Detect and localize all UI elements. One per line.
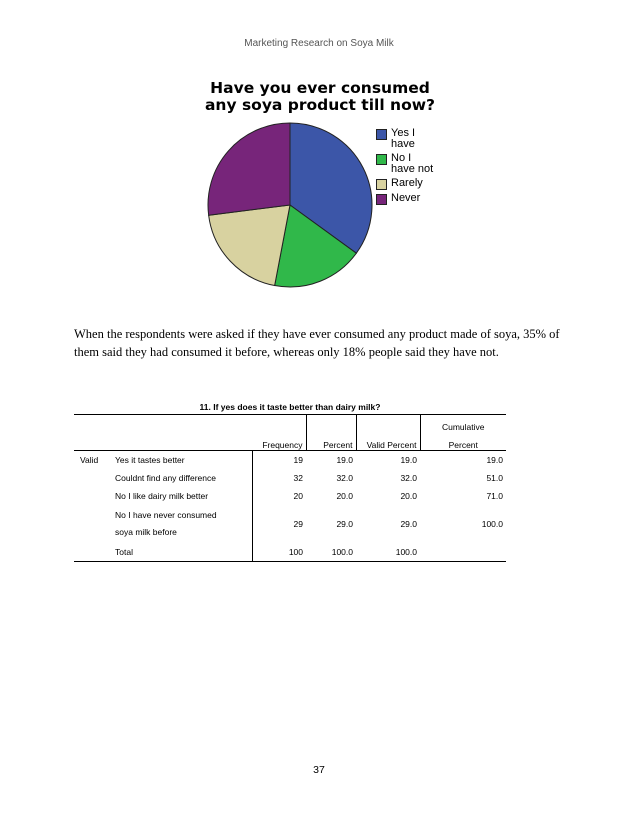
- group-blank: [74, 543, 112, 562]
- group-label: Valid: [80, 455, 99, 465]
- cell-valid-percent: 29.0: [400, 518, 417, 529]
- legend-label-no-1: No I: [391, 152, 412, 164]
- table-row: [74, 469, 506, 487]
- cell-valid-percent: 20.0: [400, 491, 417, 501]
- legend-item-rarely: [376, 178, 443, 190]
- legend-swatch-yes: [376, 129, 387, 140]
- cell-frequency: 32: [252, 469, 306, 487]
- legend-swatch-rarely: [376, 179, 387, 190]
- header-cumulative-2: Percent: [448, 440, 478, 450]
- header-cumulative: [420, 415, 506, 451]
- cell-cumulative: 71.0: [486, 491, 503, 501]
- chart-title-line-2: any soya product till now?: [204, 96, 436, 114]
- group-blank: [74, 487, 112, 505]
- body-paragraph: When the respondents were asked if they have ever consumed any product made of soya, 35% of them said they had consumed it before, whereas only 18% people said they have not.: [74, 327, 560, 359]
- legend-label-rarely: Rarely: [391, 177, 423, 189]
- cell-cumulative: [420, 543, 506, 562]
- legend-label-never: Never: [391, 192, 421, 204]
- legend-swatch-never: [376, 194, 387, 205]
- cell-frequency: 19: [252, 451, 306, 470]
- table-row: [74, 505, 506, 543]
- row-label: Yes it tastes better: [115, 455, 185, 465]
- cell-percent: 32.0: [336, 473, 353, 483]
- legend-item-yes: [376, 128, 443, 150]
- legend-label-yes-2: have: [391, 138, 415, 150]
- cell-percent: 20.0: [336, 491, 353, 501]
- table-row-total: [74, 543, 506, 562]
- row-label: Couldnt find any difference: [115, 473, 216, 483]
- legend-label-yes: [391, 128, 443, 150]
- page-number: 37: [313, 764, 325, 776]
- cell-percent: 19.0: [336, 455, 353, 465]
- legend-item-never: [376, 193, 443, 205]
- row-label-line-1: No I have never consumed: [115, 510, 217, 520]
- cell-frequency: 100: [252, 543, 306, 562]
- table-title: 11. If yes does it taste better than dairy milk?: [199, 402, 381, 412]
- cell-percent: 100.0: [306, 543, 356, 562]
- table-header-row: [74, 415, 506, 451]
- header-blank-1: [74, 415, 112, 451]
- cell-valid-percent: 32.0: [400, 473, 417, 483]
- legend-item-no: [376, 153, 443, 175]
- pie-chart: [200, 80, 440, 300]
- chart-title-line-1: Have you ever consumed: [210, 79, 430, 97]
- cell-valid-percent: 19.0: [400, 455, 417, 465]
- legend-swatch-no: [376, 154, 387, 165]
- row-label: [112, 505, 252, 543]
- group-blank: [74, 505, 112, 543]
- legend-label-no-2: have not: [391, 163, 434, 175]
- frequency-table: [74, 414, 506, 562]
- header-valid-percent: Valid Percent: [356, 415, 420, 451]
- header-frequency: Frequency: [252, 415, 306, 451]
- cell-cumulative: 19.0: [486, 455, 503, 465]
- table-row: [74, 487, 506, 505]
- pie-slice-never: [208, 123, 290, 215]
- header-blank-2: [112, 415, 252, 451]
- cell-cumulative: 100.0: [481, 518, 503, 529]
- header-percent: Percent: [306, 415, 356, 451]
- cell-cumulative: 51.0: [486, 473, 503, 483]
- table-row: [74, 451, 506, 470]
- page-header: Marketing Research on Soya Milk: [244, 38, 394, 49]
- legend-label-no: [391, 153, 443, 175]
- row-label: No I like dairy milk better: [115, 491, 209, 501]
- legend-label-yes-1: Yes I: [391, 127, 416, 139]
- row-label-line-2: soya milk before: [115, 527, 177, 537]
- cell-valid-percent: 100.0: [356, 543, 420, 562]
- chart-legend: [376, 128, 443, 208]
- header-cumulative-1: Cumulative: [441, 422, 485, 432]
- group-blank: [74, 469, 112, 487]
- cell-percent: 29.0: [336, 518, 353, 529]
- row-label: Total: [112, 543, 252, 562]
- cell-frequency: 29: [252, 505, 306, 543]
- cell-frequency: 20: [252, 487, 306, 505]
